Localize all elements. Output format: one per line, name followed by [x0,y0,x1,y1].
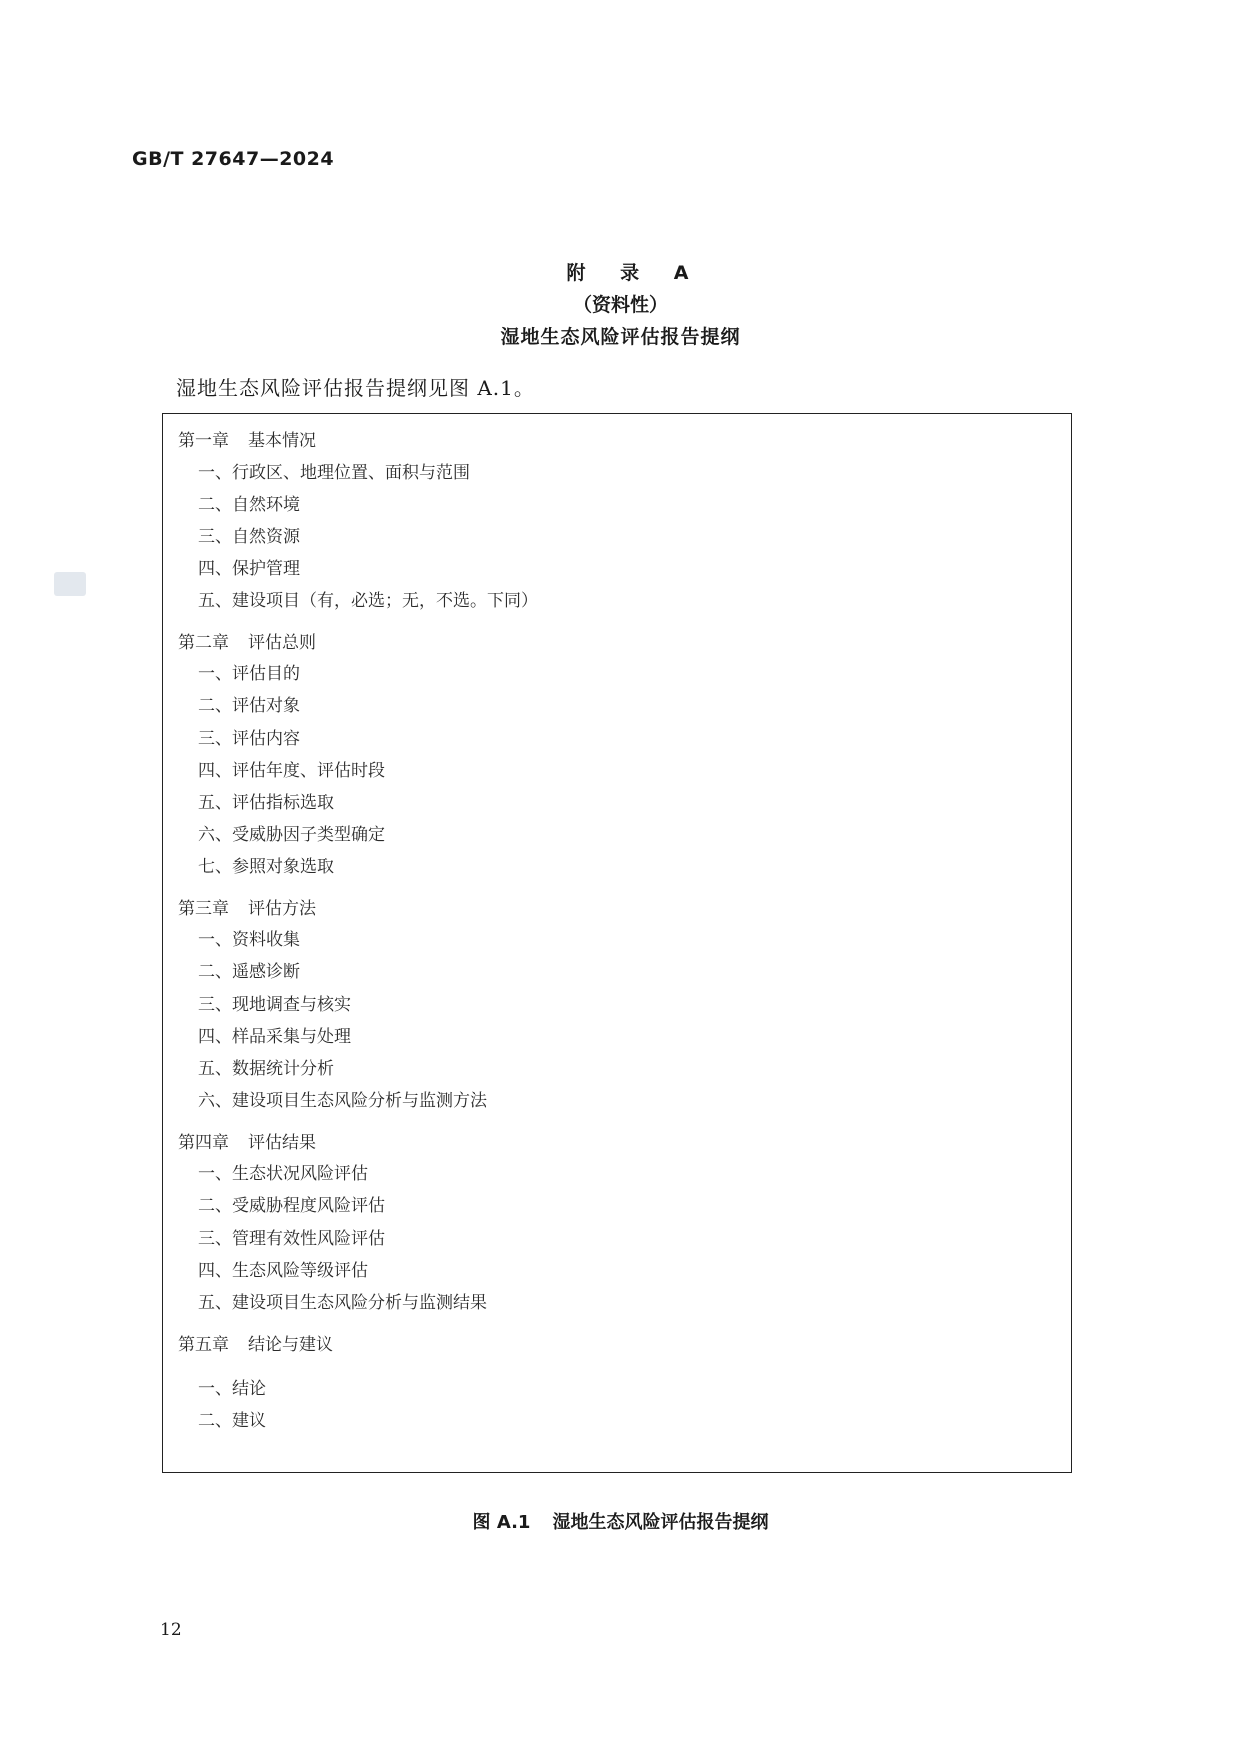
chapter-heading [178,1128,316,1153]
figure-title: 湿地生态风险评估报告提纲 [552,1512,769,1533]
chapter-number: 第四章 [178,1133,229,1153]
appendix-title: 附 录 A [566,262,703,284]
chapter-heading [178,1330,333,1355]
outline-item: 二、自然环境 [198,495,300,515]
outline-item: 四、保护管理 [198,559,300,579]
outline-item: 三、自然资源 [198,527,300,547]
chapter-number: 第一章 [178,431,229,451]
outline-item: 一、结论 [198,1379,266,1399]
chapter-title: 评估方法 [248,899,316,919]
outline-item: 四、评估年度、评估时段 [198,761,385,781]
page-number: 12 [160,1620,182,1640]
outline-item: 七、参照对象选取 [198,857,334,877]
chapter-title: 评估总则 [248,633,316,653]
outline-item: 二、受威胁程度风险评估 [198,1196,385,1216]
chapter-title: 评估结果 [248,1133,316,1153]
outline-item: 一、评估目的 [198,664,300,684]
chapter-title: 结论与建议 [248,1335,333,1355]
report-outline-box [162,413,1072,1473]
outline-item: 二、建议 [198,1411,266,1431]
chapter-number: 第五章 [178,1335,229,1355]
chapter-number: 第二章 [178,633,229,653]
outline-item: 四、生态风险等级评估 [198,1261,368,1281]
outline-item: 五、数据统计分析 [198,1059,334,1079]
outline-item: 三、现地调查与核实 [198,995,351,1015]
chapter-heading [178,628,316,653]
intro-text: 湿地生态风险评估报告提纲见图 A.1。 [176,376,535,400]
outline-item: 四、样品采集与处理 [198,1027,351,1047]
outline-item: 二、遥感诊断 [198,962,300,982]
sac-watermark-logo [54,572,86,596]
outline-item: 五、评估指标选取 [198,793,334,813]
outline-item: 五、建设项目生态风险分析与监测结果 [198,1293,487,1313]
outline-item: 三、管理有效性风险评估 [198,1229,385,1249]
outline-item: 一、资料收集 [198,930,300,950]
chapter-number: 第三章 [178,899,229,919]
outline-item: 一、行政区、地理位置、面积与范围 [198,463,470,483]
figure-number: 图 A.1 [472,1512,531,1533]
outline-item: 二、评估对象 [198,696,300,716]
standard-code: GB/T 27647—2024 [132,148,335,170]
outline-item: 一、生态状况风险评估 [198,1164,368,1184]
outline-item: 三、评估内容 [198,729,300,749]
chapter-heading [178,426,316,451]
appendix-name: 湿地生态风险评估报告提纲 [500,326,741,348]
chapter-heading [178,894,316,919]
outline-item: 五、建设项目（有，必选；无，不选。下同） [198,591,538,611]
figure-caption [0,1508,1241,1534]
outline-item: 六、受威胁因子类型确定 [198,825,385,845]
outline-item: 六、建设项目生态风险分析与监测方法 [198,1091,487,1111]
chapter-title: 基本情况 [248,431,316,451]
appendix-type: （资料性） [572,294,668,316]
